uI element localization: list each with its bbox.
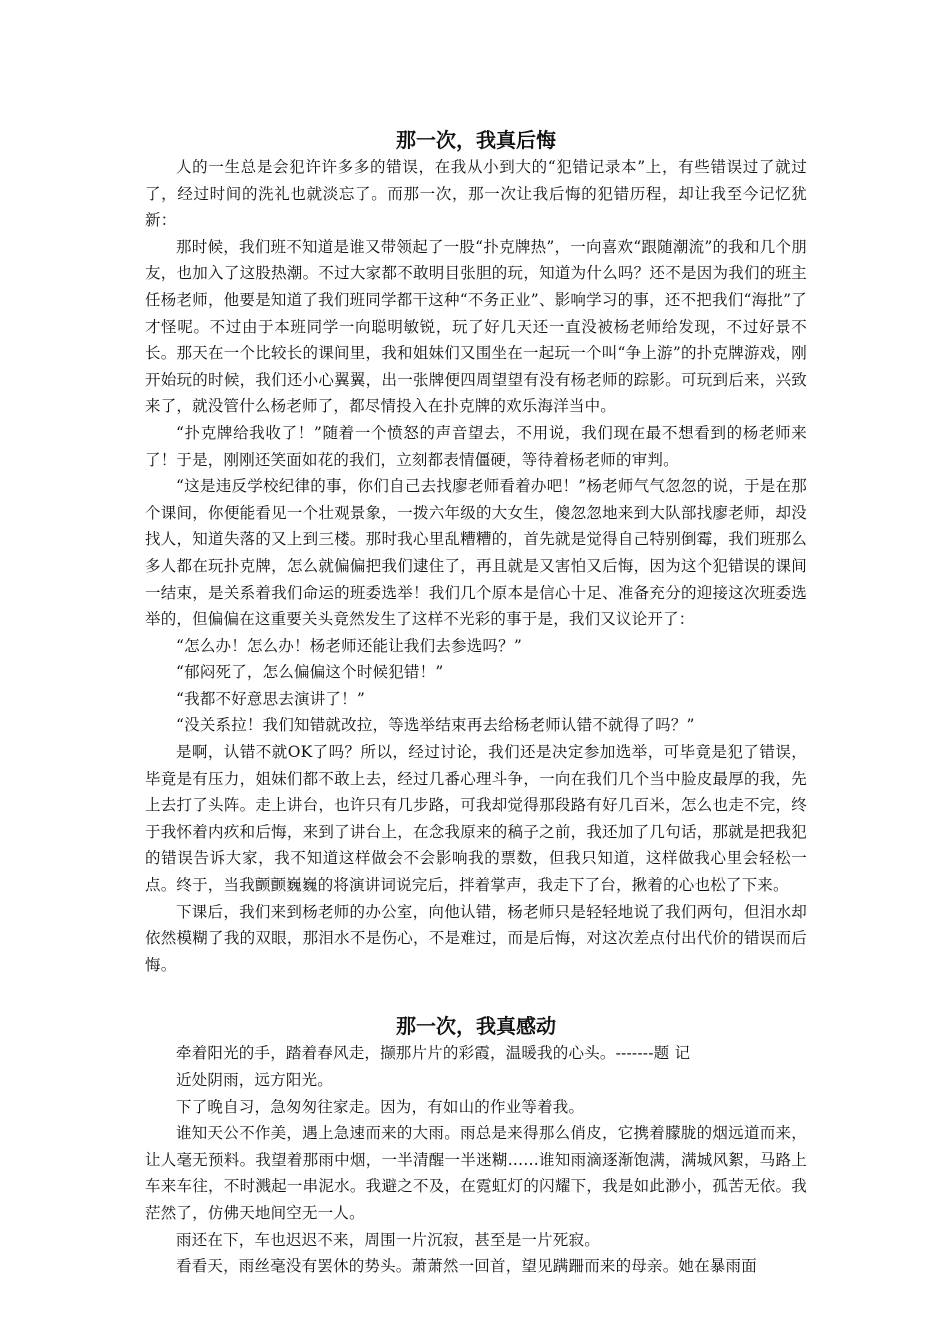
document-body [145,126,807,1280]
essay-1-paragraph: 人的一生总是会犯许许多多的错误，在我从小到大的“犯错记录本”上，有些错误过了就过了，经过时间的洗礼也就淡忘了。而那一次，那一次让我后悔的犯错历程，却让我至今记忆犹新： [145,158,807,230]
essay-title-2: 那一次，我真感动 [396,1014,556,1039]
essay-2-paragraph: 看看天，雨丝毫没有罢休的势头。萧萧然一回首，望见蹒跚而来的母亲。她在暴雨面 [176,1257,757,1276]
essay-2-paragraph: 近处阴雨，远方阳光。 [176,1071,334,1089]
essay-1-paragraph: 那时候，我们班不知道是谁又带领起了一股“扑克牌热”，一向喜欢“跟随潮流”的我和几个朋友，也加入了这股热潮。不过大家都不敢明目张胆的玩，知道为什么吗？还不是因为我们的班主任杨老师，他要是知道了我们班同学都干这种“不务正业”、影响学习的事，还不把我们“海批”了才怪呢。不过由于本班同学一向聪明敏锐，玩了好几天还一直没被杨老师给发现，不过好景不长。那天在一个比较长的课间里，我和姐妹们又围坐在一起玩一个叫“争上游”的扑克牌游戏，刚开始玩的时候，我们还小心翼翼，出一张牌便四周望望有没有杨老师的踪影。可玩到后来，兴致来了，就没管什么杨老师了，都尽情投入在扑克牌的欢乐海洋当中。 [145,237,807,416]
essay-1-dialogue-line: “怎么办！怎么办！杨老师还能让我们去参选吗？” [176,636,522,655]
essay-title-1: 那一次，我真后悔 [396,128,556,152]
essay-1-dialogue-line: “我都不好意思去演讲了！” [176,689,365,708]
essay-2-epigraph: 牵着阳光的手，踏着春风走，撷那片片的彩霞，温暖我的心头。-------题 记 [176,1044,691,1063]
essay-2-paragraph: 下了晚自习，急匆匆往家走。因为，有如山的作业等着我。 [176,1097,585,1116]
essay-1-paragraph: “这是违反学校纪律的事，你们自己去找廖老师看着办吧！”杨老师气气忽忽的说，于是在那个课间，你便能看见一个壮观景象，一拨六年级的大女生，傻忽忽地来到大队部找廖老师，却没找人，知道失落的又上到三楼。那时我心里乱糟糟的，首先就是觉得自己特别倒霉，我们班那么多人都在玩扑克牌，怎么就偏偏把我们逮住了，再且就是又害怕又后悔，因为这个犯错误的课间一结束，是关系着我们命运的班委选举！我们几个原本是信心十足、准备充分的迎接这次班委选举的，但偏偏在这重要关头竟然发生了这样不光彩的事于是，我们又议论开了： [145,477,807,629]
essay-2-paragraph: 雨还在下，车也迟迟不来，周围一片沉寂，甚至是一片死寂。 [176,1230,600,1249]
essay-1-dialogue-line: “没关系拉！我们知错就改拉，等选举结束再去给杨老师认错不就得了吗？” [176,716,695,735]
essay-1-paragraph: 是啊，认错不就OK了吗？所以，经过讨论，我们还是决定参加选举，可毕竟是犯了错误，毕竟是有压力，姐妹们都不敢上去，经过几番心理斗争，一向在我们几个当中脸皮最厚的我，先上去打了头阵。走上讲台，也许只有几步路，可我却觉得那段路有好几百米，怎么也走不完，终于我怀着内疚和后悔，来到了讲台上，在念我原来的稿子之前，我还加了几句话，那就是把我犯的错误告诉大家，我不知道这样做会不会影响我的票数，但我只知道，这样做我心里会轻松一点。终于，当我颤颤巍巍的将演讲词说完后，拌着掌声，我走下了台，揪着的心也松了下来。 [145,743,807,895]
essay-1-paragraph: “扑克牌给我收了！”随着一个愤怒的声音望去，不用说，我们现在最不想看到的杨老师来了！于是，刚刚还笑面如花的我们，立刻都表情僵硬，等待着杨老师的审判。 [145,423,807,469]
essay-1-dialogue-line: “郁闷死了，怎么偏偏这个时候犯错！” [176,663,444,682]
essay-1-paragraph: 下课后，我们来到杨老师的办公室，向他认错，杨老师只是轻轻地说了我们两句，但泪水却依然模糊了我的双眼，那泪水不是伤心，不是难过，而是后悔，对这次差点付出代价的错误而后悔。 [145,902,807,974]
essay-2-paragraph: 谁知天公不作美，遇上急速而来的大雨。雨总是来得那么俏皮，它携着朦胧的烟远道而来，让人毫无预料。我望着那雨中烟，一半清醒一半迷糊……谁知雨滴逐渐饱满，满城风絮，马路上车来车往，不时溅起一串泥水。我避之不及，在霓虹灯的闪耀下，我是如此渺小，孤苦无依。我茫然了，仿佛天地间空无一人。 [145,1124,807,1222]
